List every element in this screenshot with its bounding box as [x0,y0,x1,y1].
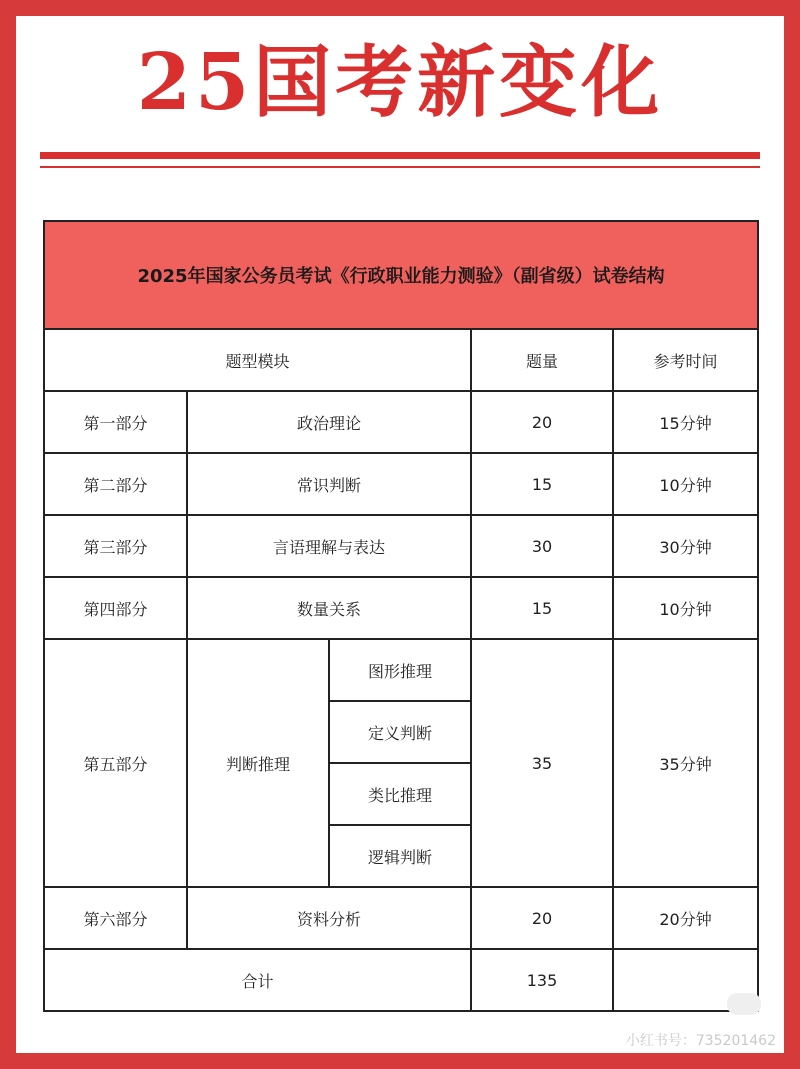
time-value: 15分钟 [613,391,758,453]
time-value: 10分钟 [613,453,758,515]
header-count: 题量 [471,329,613,391]
module-name: 判断推理 [187,639,329,887]
table-caption: 2025年国家公务员考试《行政职业能力测验》（副省级）试卷结构 [44,221,758,329]
sub-module: 图形推理 [329,639,471,701]
table-row [44,639,758,701]
table-row [44,515,758,577]
watermark-text: 小红书号：735201462 [625,1033,776,1049]
table-row [44,391,758,453]
page-title: 25国考新变化 [136,37,664,128]
module-name: 数量关系 [187,577,471,639]
sub-module: 类比推理 [329,763,471,825]
total-row [44,949,758,1011]
part-label: 第四部分 [44,577,187,639]
question-count: 35 [471,639,613,887]
sub-module: 定义判断 [329,701,471,763]
table-row [44,453,758,515]
time-value: 20分钟 [613,887,758,949]
table-header-row [44,329,758,391]
header-module: 题型模块 [44,329,471,391]
total-count: 135 [471,949,613,1011]
table-row [44,887,758,949]
watermark-logo [727,993,761,1015]
part-label: 第一部分 [44,391,187,453]
part-label: 第六部分 [44,887,187,949]
question-count: 15 [471,577,613,639]
part-label: 第五部分 [44,639,187,887]
exam-structure-table [43,220,759,1012]
part-label: 第二部分 [44,453,187,515]
question-count: 20 [471,887,613,949]
header-time: 参考时间 [613,329,758,391]
question-count: 30 [471,515,613,577]
divider-thick [40,152,760,159]
sub-module: 逻辑判断 [329,825,471,887]
module-name: 言语理解与表达 [187,515,471,577]
time-value: 30分钟 [613,515,758,577]
module-name: 常识判断 [187,453,471,515]
module-name: 资料分析 [187,887,471,949]
time-value: 35分钟 [613,639,758,887]
question-count: 20 [471,391,613,453]
divider-thin [40,166,760,168]
table-row [44,577,758,639]
module-name: 政治理论 [187,391,471,453]
time-value: 10分钟 [613,577,758,639]
total-label: 合计 [44,949,471,1011]
part-label: 第三部分 [44,515,187,577]
question-count: 15 [471,453,613,515]
